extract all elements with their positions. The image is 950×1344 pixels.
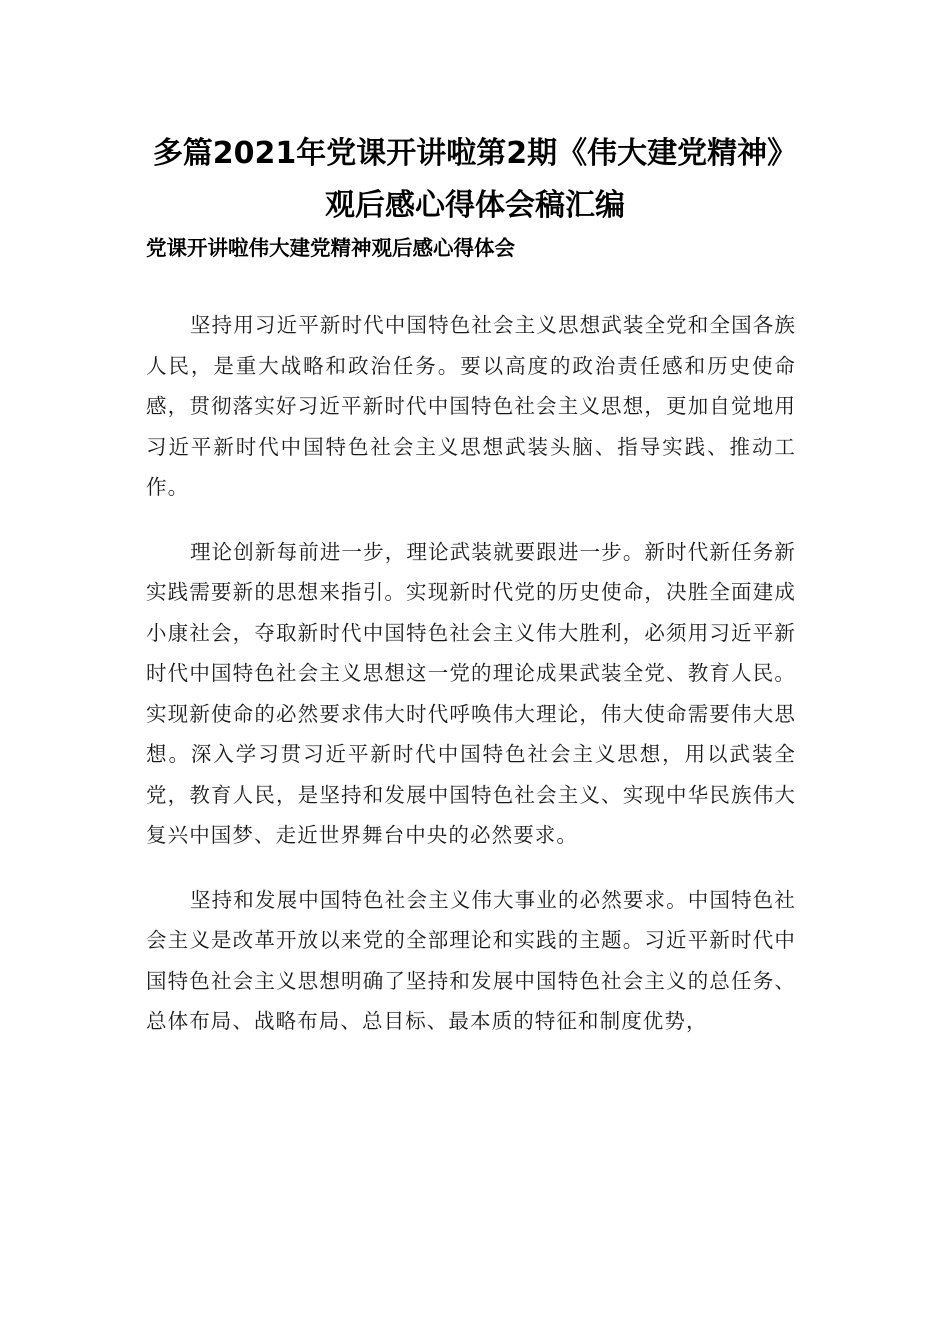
paragraph-3: 坚持和发展中国特色社会主义伟大事业的必然要求。中国特色社会主义是改革开放以来党的全部理论和实践的主题。习近平新时代中国特色社会主义思想明确了坚持和发展中国特色社会主义的总任务、总体布局、战略布局、总目标、最本质的特征和制度优势，: [146, 887, 796, 1033]
document-title: 多篇2021年党课开讲啦第2期《伟大建党精神》观后感心得体会稿汇编: [152, 136, 798, 223]
section-heading: 党课开讲啦伟大建党精神观后感心得体会: [146, 236, 515, 260]
body-text: [146, 305, 796, 1066]
paragraph-1: 坚持用习近平新时代中国特色社会主义思想武装全党和全国各族人民，是重大战略和政治任务。要以高度的政治责任感和历史使命感，贯彻落实好习近平新时代中国特色社会主义思想，更加自觉地用习近平新时代中国特色社会主义思想武装头脑、指导实践、推动工作。: [146, 313, 796, 499]
paragraph-2: 理论创新每前进一步，理论武装就要跟进一步。新时代新任务新实践需要新的思想来指引。实现新时代党的历史使命，决胜全面建成小康社会，夺取新时代中国特色社会主义伟大胜利，必须用习近平新时代中国特色社会主义思想这一党的理论成果武装全党、教育人民。实现新使命的必然要求伟大时代呼唤伟大理论，伟大使命需要伟大思想。深入学习贯习近平新时代中国特色社会主义思想，用以武装全党，教育人民，是坚持和发展中国特色社会主义、实现中华民族伟大复兴中国梦、走近世界舞台中央的必然要求。: [146, 539, 796, 847]
